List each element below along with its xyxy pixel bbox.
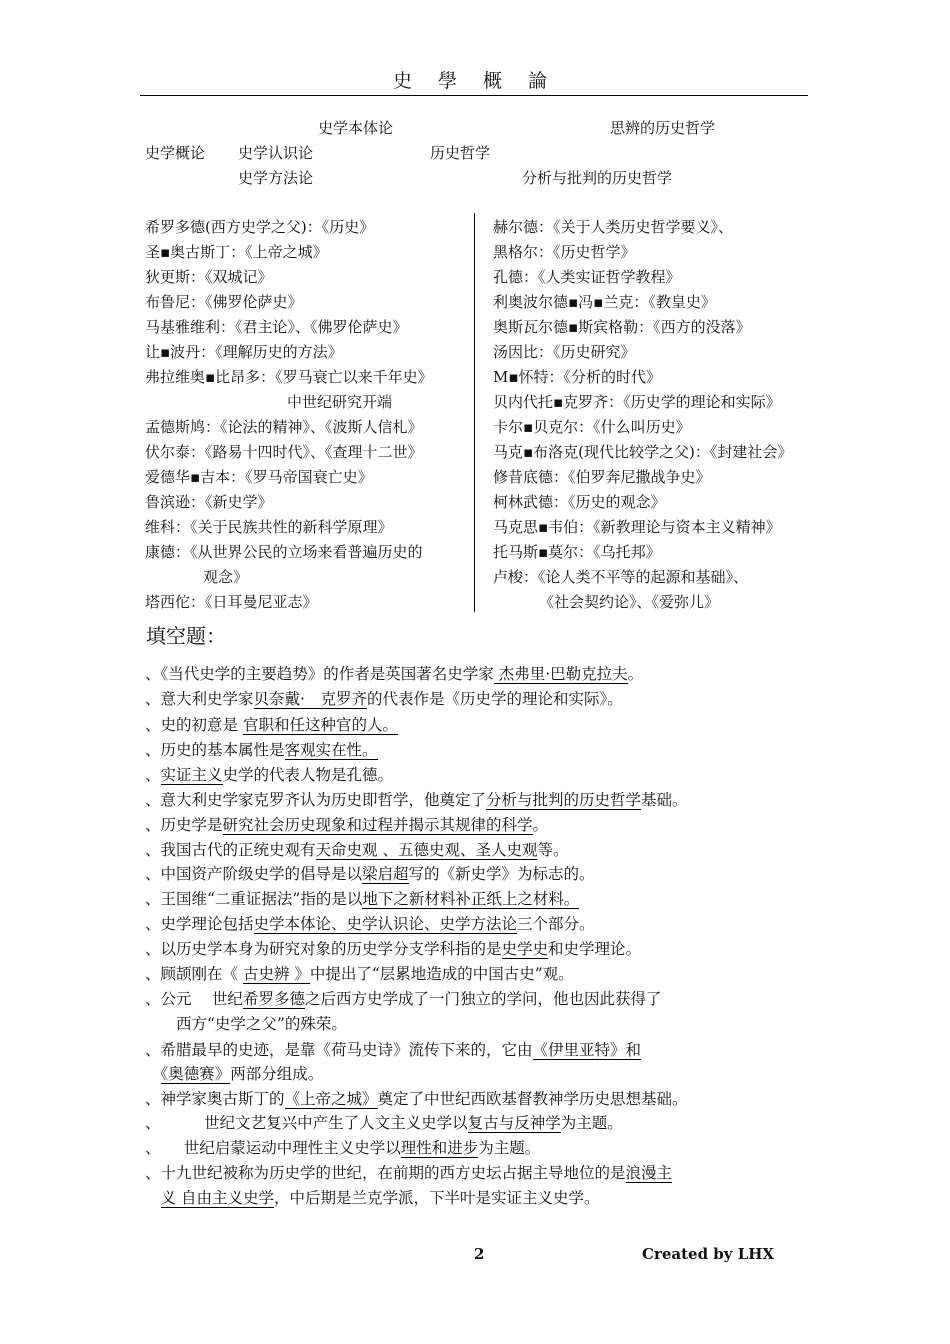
question-line — [145, 763, 825, 787]
list-item: 托马斯▪莫尔：《乌托邦》 — [493, 543, 661, 561]
list-item: 利奥波尔德▪冯▪兰克：《教皇史》 — [493, 293, 716, 311]
list-item: 康德：《从世界公民的立场来看普遍历史的 — [145, 543, 423, 561]
question-text: 、史的初意是 — [145, 716, 243, 734]
question-text: 西方“史学之父”的殊荣。 — [145, 1015, 347, 1033]
question-text: 和史学理论。 — [548, 940, 642, 958]
diagram-philosophy: 历史哲学 — [430, 144, 491, 162]
answer-text: 研究社会历史现象和过程并揭示其规律的科学 — [222, 816, 533, 834]
header-rule — [140, 95, 808, 96]
diagram-epistemology: 史学认识论 — [238, 144, 314, 162]
answer-text: 贝奈戴· 克罗齐 — [253, 690, 367, 708]
answer-text: 《上帝之城》 — [284, 1090, 378, 1108]
list-item: 《社会契约论》、《爱弥儿》 — [539, 593, 720, 611]
question-line — [145, 1038, 825, 1062]
question-text: 、神学家奥古斯丁的 — [145, 1090, 285, 1108]
question-line — [145, 1062, 825, 1086]
question-line — [145, 887, 825, 911]
question-line — [145, 738, 825, 762]
list-item: 布鲁尼：《佛罗伦萨史》 — [145, 293, 303, 311]
list-item: 奥斯瓦尔德▪斯宾格勒：《西方的没落》 — [493, 318, 751, 336]
list-item: 马克思▪韦伯：《新教理论与资本主义精神》 — [493, 518, 781, 536]
answer-text: 复古与反神学 — [467, 1114, 561, 1132]
right-book-list — [493, 215, 792, 615]
question-text: 等。 — [537, 841, 569, 859]
list-item: 狄更斯：《双城记》 — [145, 268, 273, 286]
answer-text: 实证主义 — [160, 766, 223, 784]
question-text: 、中国资产阶级史学的倡导是以 — [145, 865, 363, 883]
list-item: 鲁滨逊：《新史学》 — [145, 493, 273, 511]
question-text: 写的《新史学》为标志的。 — [408, 865, 595, 883]
question-text: 、史学理论包括 — [145, 915, 254, 933]
column-divider — [474, 213, 475, 612]
question-text: 。 — [532, 816, 549, 834]
list-item: 马基雅维利：《君主论》、《佛罗伦萨史》 — [145, 318, 408, 336]
list-item: 塔西佗：《日耳曼尼亚志》 — [145, 593, 318, 611]
diagram-speculative: 思辨的历史哲学 — [610, 119, 716, 137]
question-text: 、历史学是 — [145, 816, 223, 834]
question-text: 之后西方史学成了一门独立的学问，他也因此获得了 — [304, 990, 662, 1008]
question-text: ，中后期是兰克学派，下半叶是实证主义史学。 — [273, 1189, 600, 1207]
answer-text: 浪漫主 — [625, 1164, 673, 1182]
question-text: 、 世纪文艺复兴中产生了人文主义史学以 — [145, 1114, 468, 1132]
list-item: 卡尔▪贝克尔：《什么叫历史》 — [493, 418, 691, 436]
question-line — [145, 713, 825, 737]
page-number: 2 — [474, 1245, 485, 1263]
question-text: 、 — [145, 766, 161, 784]
list-item: 柯林武德：《历史的观念》 — [493, 493, 666, 511]
answer-text: 梁启超 — [362, 865, 409, 883]
left-book-list — [145, 215, 433, 615]
answer-text: 天命史观 、五德史观、圣人史观 — [315, 841, 538, 859]
question-line — [145, 662, 825, 686]
question-text: 为主题。 — [478, 1139, 541, 1157]
question-line — [145, 788, 825, 812]
question-text: 、希腊最早的史迹，是靠《荷马史诗》流传下来的，它由 — [145, 1041, 533, 1059]
list-item: 爱德华▪吉本：《罗马帝国衰亡史》 — [145, 468, 373, 486]
question-line — [145, 1111, 825, 1135]
answer-text: 古史辨 》 — [242, 965, 310, 983]
list-item: 汤因比：《历史研究》 — [493, 343, 636, 361]
answer-text: 义 自由主义史学 — [160, 1189, 274, 1207]
question-line — [145, 962, 825, 986]
list-item: 让▪波丹：《理解历史的方法》 — [145, 343, 343, 361]
question-line — [145, 687, 825, 711]
question-text: 。 — [627, 665, 644, 683]
page-header-title: 史 學 概 論 — [392, 70, 558, 92]
question-text: 奠定了中世纪西欧基督教神学历史思想基础。 — [377, 1090, 688, 1108]
list-item: M▪怀特：《分析的时代》 — [493, 368, 662, 386]
answer-text: 理性和进步 — [400, 1139, 479, 1157]
question-text: 为主题。 — [560, 1114, 623, 1132]
diagram-methodology: 史学方法论 — [238, 169, 314, 187]
question-line — [145, 1136, 825, 1160]
list-item: 观念》 — [203, 568, 249, 586]
question-text: 、十九世纪被称为历史学的世纪，在前期的西方史坛占据主导地位的是 — [145, 1164, 626, 1182]
list-item: 伏尔泰：《路易十四时代》、《查理十二世》 — [145, 443, 423, 461]
list-item: 圣▪奥古斯丁：《上帝之城》 — [145, 243, 328, 261]
question-text: 、《当代史学的主要趋势》的作者是英国著名史学家 — [145, 665, 494, 683]
question-text: 的代表作是《历史学的理论和实际》。 — [366, 690, 623, 708]
list-item: 马克▪布洛克(现代比较学之父)：《封建社会》 — [493, 443, 793, 461]
answer-text: 《奥德赛》 — [160, 1065, 231, 1083]
diagram-root: 史学概论 — [145, 144, 206, 162]
question-text — [145, 1065, 161, 1083]
question-text: 史学的代表人物是孔德。 — [222, 766, 394, 784]
question-text: 三个部分。 — [517, 915, 595, 933]
list-item: 贝内代托▪克罗齐：《历史学的理论和实际》 — [493, 393, 781, 411]
answer-text: 分析与批判的历史哲学 — [486, 791, 642, 809]
question-line — [145, 1161, 825, 1185]
question-text: 、顾颉刚在《 — [145, 965, 243, 983]
diagram-analytical: 分析与批判的历史哲学 — [522, 169, 673, 187]
question-line — [145, 1087, 825, 1111]
list-item: 卢梭：《论人类不平等的起源和基础》、 — [493, 568, 749, 586]
list-item: 维科：《关于民族共性的新科学原理》 — [145, 518, 393, 536]
question-line — [145, 937, 825, 961]
question-line — [145, 1186, 825, 1210]
question-line — [145, 862, 825, 886]
question-text: 、我国古代的正统史观有 — [145, 841, 316, 859]
list-item: 孔德：《人类实证哲学教程》 — [493, 268, 681, 286]
answer-text: 史学史 — [501, 940, 549, 958]
list-item: 弗拉维奥▪比昂多：《罗马衰亡以来千年史》 — [145, 368, 433, 386]
question-text: 、意大利史学家 — [145, 690, 254, 708]
question-text: 、 世纪启蒙运动中理性主义史学以 — [145, 1139, 401, 1157]
question-text: 中提出了“层累地造成的中国古史”观。 — [309, 965, 574, 983]
question-text: 、公元 世纪 — [145, 990, 243, 1008]
list-item: 修昔底德：《伯罗奔尼撒战争史》 — [493, 468, 711, 486]
question-line — [145, 838, 825, 862]
answer-text: 《伊里亚特》和 — [532, 1041, 642, 1059]
answer-text: 史学本体论、史学认识论、史学方法论 — [253, 915, 518, 933]
list-item: 黑格尔：《历史哲学》 — [493, 243, 636, 261]
list-item: 中世纪研究开端 — [287, 393, 393, 411]
question-text — [145, 1189, 161, 1207]
question-text: 、王国维“二重证据法”指的是以 — [145, 890, 363, 908]
question-text: 两部分组成。 — [230, 1065, 324, 1083]
question-line — [145, 813, 825, 837]
question-text: 、以历史学本身为研究对象的历史学分支学科指的是 — [145, 940, 502, 958]
answer-text: 杰弗里·巴勒克拉夫 — [493, 665, 628, 683]
question-text: 基础。 — [641, 791, 688, 809]
question-line — [145, 987, 825, 1011]
footer-credit: Created by LHX — [642, 1245, 775, 1263]
list-item: 孟德斯鸠：《论法的精神》、《波斯人信札》 — [145, 418, 423, 436]
answer-text: 官职和任这种官的人。 — [242, 716, 398, 734]
question-text: 、意大利史学家克罗齐认为历史即哲学，他奠定了 — [145, 791, 487, 809]
answer-text: 地下之新材料补正纸上之材料。 — [362, 890, 580, 908]
question-line — [145, 912, 825, 936]
answer-text: 客观实在性。 — [284, 741, 378, 759]
fill-blank-heading: 填空题： — [146, 624, 226, 648]
question-line — [145, 1012, 825, 1036]
list-item: 希罗多德(西方史学之父)：《历史》 — [145, 218, 375, 236]
list-item: 赫尔德：《关于人类历史哲学要义》、 — [493, 218, 734, 236]
diagram-ontology: 史学本体论 — [318, 119, 394, 137]
answer-text: 希罗多德 — [242, 990, 305, 1008]
question-text: 、历史的基本属性是 — [145, 741, 285, 759]
